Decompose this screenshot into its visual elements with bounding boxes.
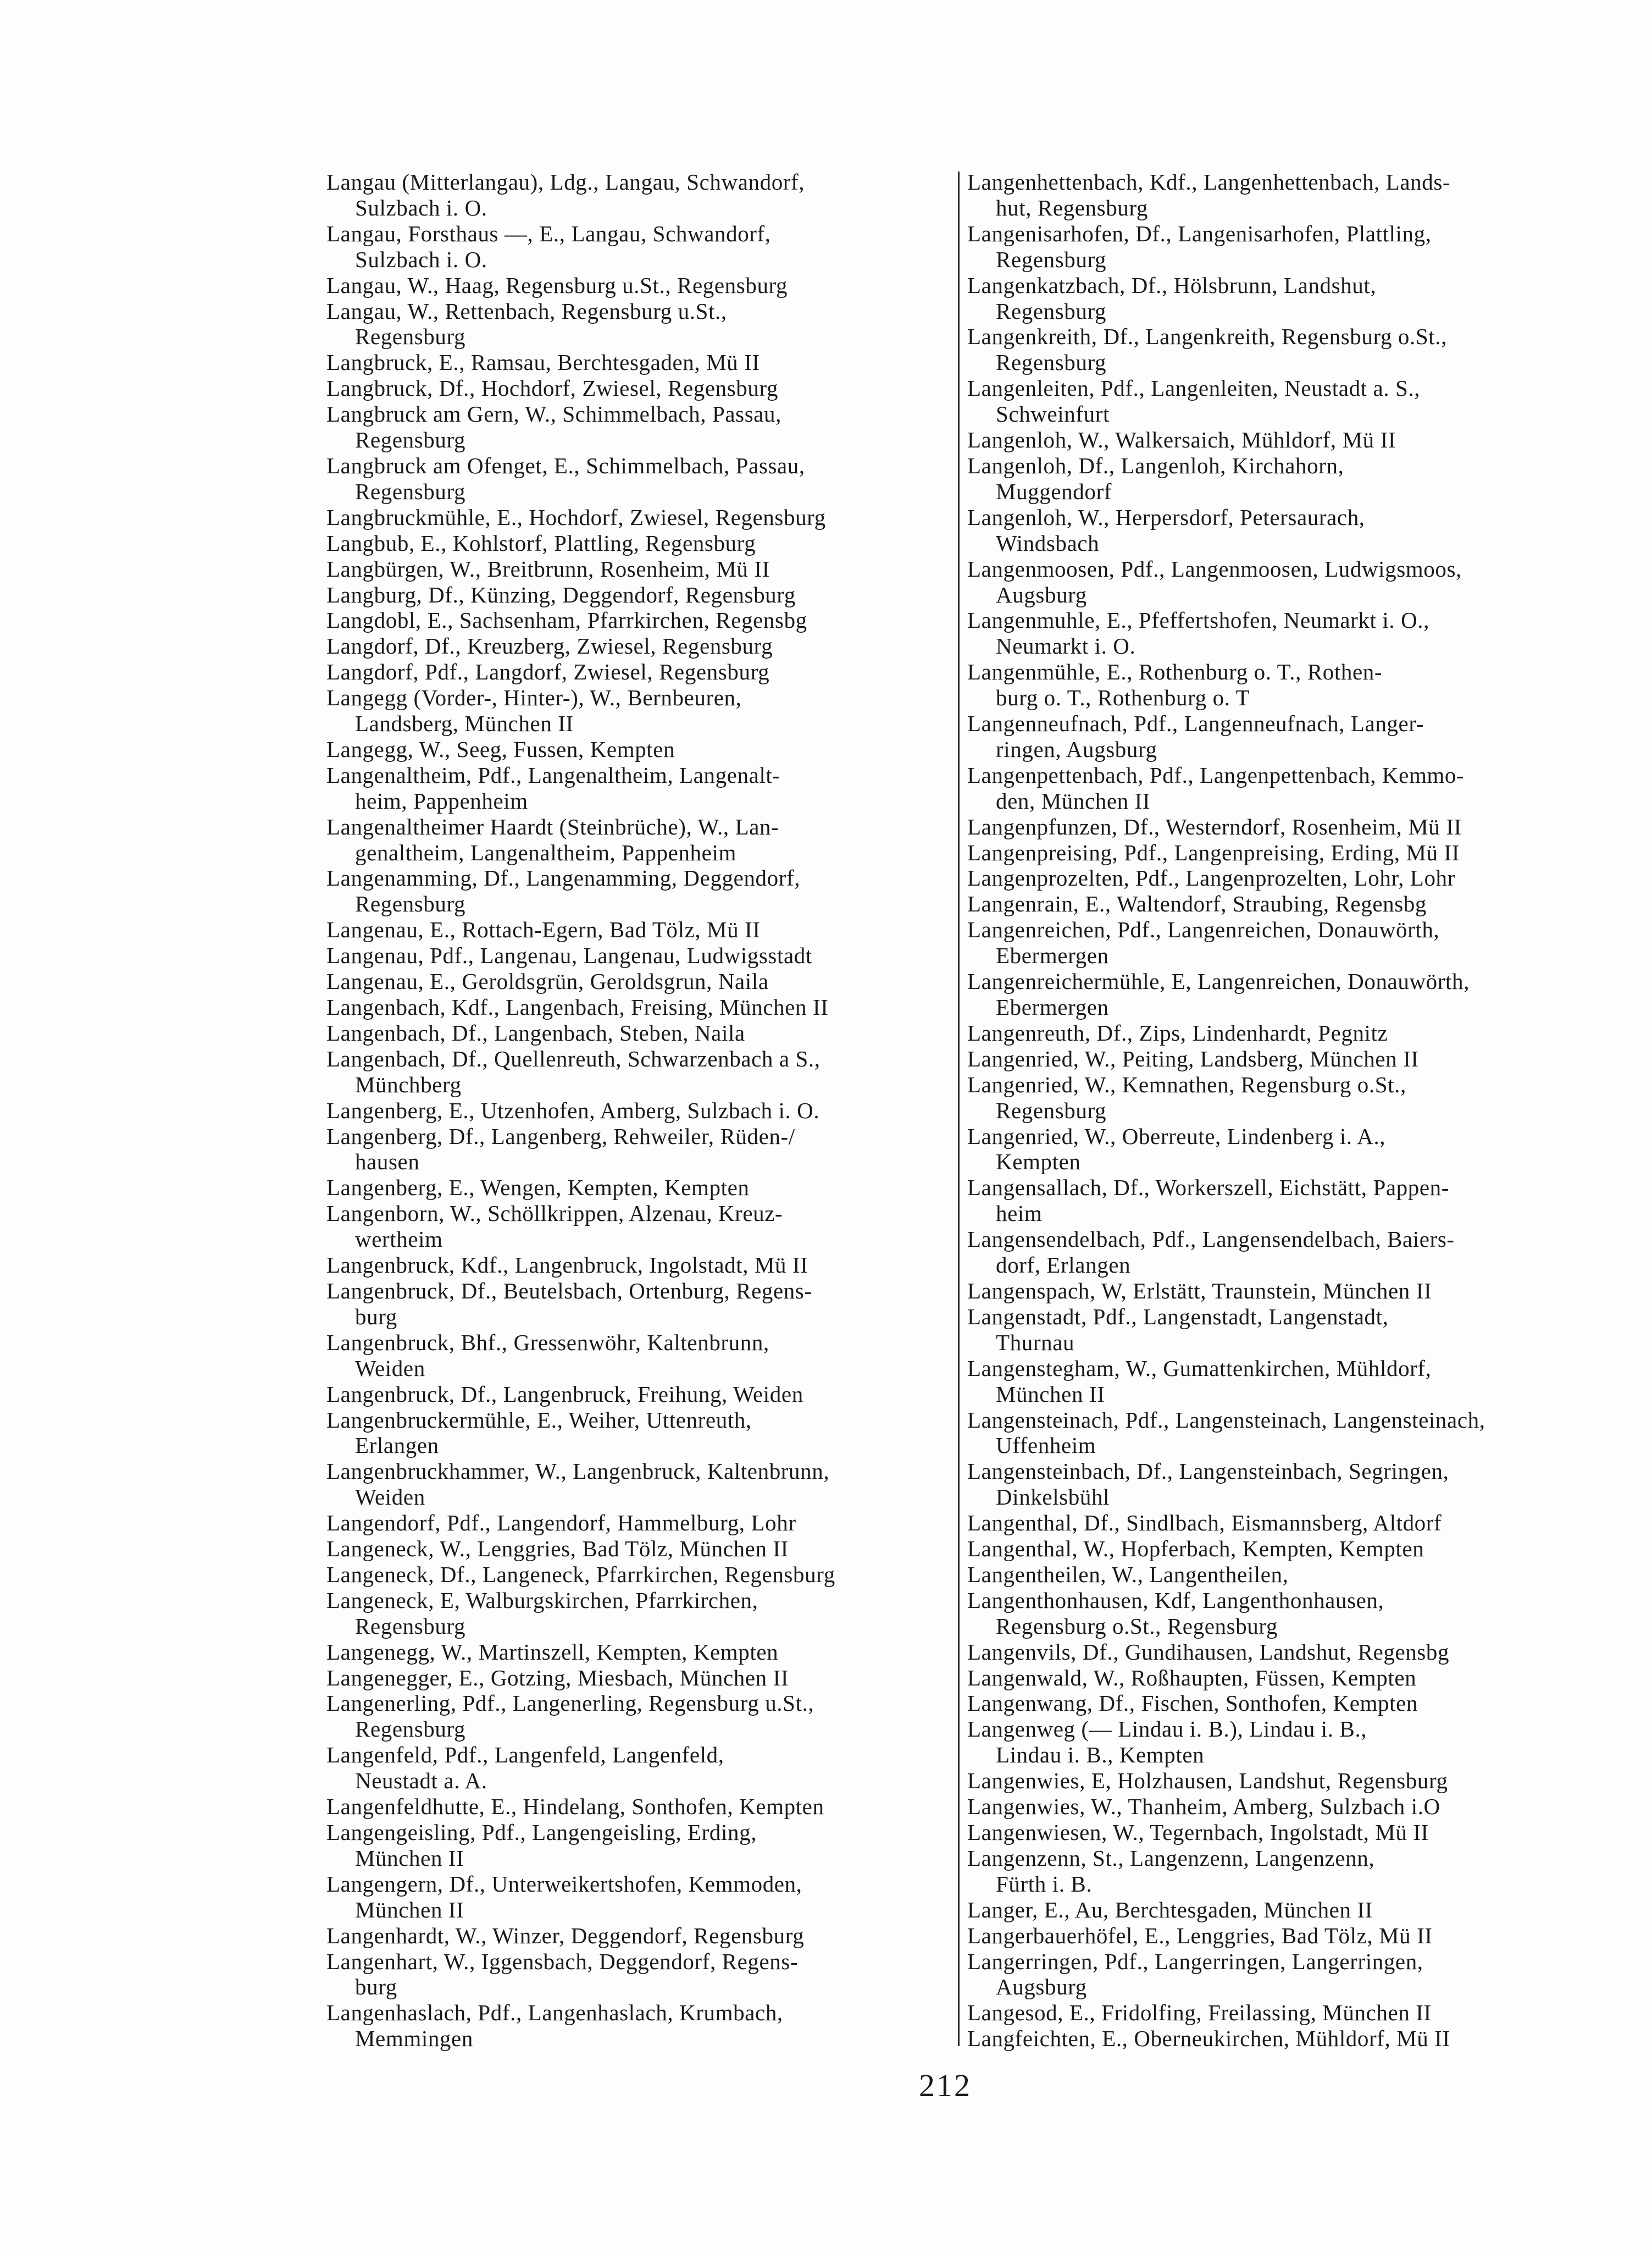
entry-line: Langenloh, W., Herpersdorf, Petersaurach, [967, 504, 1365, 530]
gazetteer-entry [326, 1871, 956, 1923]
gazetteer-entry [967, 711, 1596, 762]
entry-line: Langenbruck, Df., Beutelsbach, Ortenburg, Regens- [326, 1278, 812, 1303]
entry-line: Langeneck, Df., Langeneck, Pfarrkirchen, Regensburg [326, 1561, 835, 1587]
entry-line: Langenreuth, Df., Zips, Lindenhardt, Pegnitz [967, 1020, 1388, 1046]
entry-line: Langenhettenbach, Kdf., Langenhettenbach, Lands- [967, 169, 1451, 195]
gazetteer-entry [326, 1510, 956, 1536]
gazetteer-entry [326, 633, 956, 659]
gazetteer-entry [326, 1588, 956, 1639]
gazetteer-entry [326, 1665, 956, 1691]
entry-line: Langensteinach, Pdf., Langensteinach, Langensteinach, [967, 1407, 1485, 1433]
entry-line: Langdobl, E., Sachsenham, Pfarrkirchen, Regensbg [326, 607, 807, 633]
entry-line: Langengeisling, Pdf., Langengeisling, Erding, [326, 1820, 757, 1845]
gazetteer-entry [326, 1278, 956, 1330]
entry-line: Langau, W., Haag, Regensburg u.St., Regensburg [326, 272, 788, 298]
gazetteer-entry [326, 1562, 956, 1588]
entry-line: Langenbruck, Kdf., Langenbruck, Ingolstadt, Mü II [326, 1252, 808, 1278]
gazetteer-entry [326, 221, 956, 273]
entry-line: Langesod, E., Fridolfing, Freilassing, München II [967, 2000, 1432, 2026]
page-number: 212 [919, 2068, 972, 2103]
entry-continuation-line: Sulzbach i. O. [355, 246, 487, 272]
entry-line: Langenegg, W., Martinszell, Kempten, Kempten [326, 1639, 779, 1665]
gazetteer-entry [326, 1949, 956, 2000]
entry-line: Langenberg, E., Utzenhofen, Amberg, Sulzbach i. O. [326, 1097, 820, 1123]
gazetteer-entry [326, 505, 956, 530]
gazetteer-entry [326, 1458, 956, 1510]
entry-continuation-line: Regensburg [355, 427, 466, 453]
entry-line: Langenweg (— Lindau i. B.), Lindau i. B., [967, 1716, 1367, 1742]
gazetteer-entry [967, 1923, 1596, 1949]
entry-line: Langensteinbach, Df., Langensteinbach, Segringen, [967, 1458, 1449, 1484]
gazetteer-entry [967, 607, 1596, 659]
left-column [326, 169, 956, 2052]
entry-line: Langenfeldhutte, E., Hindelang, Sonthofen, Kempten [326, 1794, 824, 1820]
gazetteer-entry [967, 762, 1596, 814]
entry-line: Langbürgen, W., Breitbrunn, Rosenheim, Mü II [326, 556, 770, 582]
gazetteer-entry [967, 1510, 1596, 1536]
entry-line: Langdorf, Pdf., Langdorf, Zwiesel, Regensburg [326, 659, 770, 685]
entry-line: Langenvils, Df., Gundihausen, Landshut, Regensbg [967, 1639, 1450, 1665]
entry-line: Langbruck, E., Ramsau, Berchtesgaden, Mü II [326, 350, 760, 375]
entry-line: Langengern, Df., Unterweikertshofen, Kemmoden, [326, 1871, 802, 1897]
right-column [967, 169, 1596, 2052]
entry-continuation-line: Regensburg [996, 350, 1107, 375]
entry-line: Langenegger, E., Gotzing, Miesbach, München II [326, 1665, 789, 1690]
gazetteer-entry [967, 840, 1596, 866]
gazetteer-entry [967, 556, 1596, 608]
entry-continuation-line: burg [355, 1974, 397, 2000]
gazetteer-entry [967, 505, 1596, 556]
gazetteer-entry [326, 685, 956, 737]
entry-continuation-line: burg [355, 1303, 397, 1329]
gazetteer-entry [967, 969, 1596, 1020]
gazetteer-entry [967, 1665, 1596, 1691]
gazetteer-entry [967, 2000, 1596, 2026]
entry-continuation-line: ringen, Augsburg [996, 736, 1157, 762]
entry-continuation-line: hausen [355, 1149, 420, 1175]
entry-continuation-line: Neumarkt i. O. [996, 633, 1136, 659]
entry-line: Langenspach, W, Erlstätt, Traunstein, München II [967, 1278, 1432, 1303]
gazetteer-entry [967, 1046, 1596, 1072]
entry-continuation-line: Schweinfurt [996, 401, 1110, 427]
entry-line: Langenbruckermühle, E., Weiher, Uttenreuth, [326, 1407, 752, 1433]
gazetteer-entry [326, 917, 956, 943]
gazetteer-entry [967, 1794, 1596, 1820]
entry-line: Langenamming, Df., Langenamming, Deggendorf, [326, 865, 801, 891]
entry-line: Langenhart, W., Iggensbach, Deggendorf, Regens- [326, 1948, 799, 1974]
entry-line: Langbruck am Gern, W., Schimmelbach, Passau, [326, 401, 782, 427]
gazetteer-entry [326, 814, 956, 866]
entry-line: Langenprozelten, Pdf., Langenprozelten, Lohr, Lohr [967, 865, 1455, 891]
entry-line: Langenwang, Df., Fischen, Sonthofen, Kempten [967, 1690, 1418, 1716]
gazetteer-entry [326, 169, 956, 221]
entry-continuation-line: Münchberg [355, 1071, 462, 1097]
gazetteer-entry [967, 1407, 1596, 1459]
entry-continuation-line: Landsberg, München II [355, 711, 574, 737]
gazetteer-entry [967, 814, 1596, 840]
entry-continuation-line: München II [996, 1381, 1105, 1407]
gazetteer-entry [967, 273, 1596, 324]
gazetteer-entry [967, 1072, 1596, 1124]
gazetteer-entry [326, 556, 956, 582]
entry-continuation-line: Memmingen [355, 2026, 473, 2052]
entry-line: Langenberg, Df., Langenberg, Rehweiler, Rüden-/ [326, 1123, 795, 1149]
gazetteer-entry [967, 1562, 1596, 1588]
gazetteer-entry [967, 1716, 1596, 1768]
entry-continuation-line: Regensburg [355, 1716, 466, 1742]
entry-line: Langenmuhle, E., Pfeffertshofen, Neumarkt i. O., [967, 607, 1429, 633]
gazetteer-entry [967, 1949, 1596, 2000]
entry-line: Langeneck, W., Lenggries, Bad Tölz, München II [326, 1536, 789, 1562]
entry-line: Langegg (Vorder-, Hinter-), W., Bernbeuren, [326, 685, 742, 711]
gazetteer-entry [967, 1588, 1596, 1639]
column-divider [958, 172, 960, 2046]
entry-continuation-line: München II [355, 1845, 464, 1871]
entry-line: Langenmoosen, Pdf., Langenmoosen, Ludwigsmoos, [967, 556, 1462, 582]
gazetteer-entry [326, 350, 956, 375]
gazetteer-entry [326, 401, 956, 453]
entry-line: Langenstegham, W., Gumattenkirchen, Mühldorf, [967, 1355, 1432, 1381]
entry-line: Langbruck, Df., Hochdorf, Zwiesel, Regensburg [326, 375, 779, 401]
gazetteer-entry [326, 1201, 956, 1252]
entry-line: Langenreichermühle, E, Langenreichen, Donauwörth, [967, 969, 1470, 994]
entry-line: Langenloh, W., Walkersaich, Mühldorf, Mü II [967, 427, 1396, 453]
entry-continuation-line: Thurnau [996, 1329, 1075, 1355]
entry-line: Langenthonhausen, Kdf, Langenthonhausen, [967, 1587, 1384, 1613]
gazetteer-entry [967, 1278, 1596, 1304]
entry-line: Langenried, W., Peiting, Landsberg, München II [967, 1046, 1419, 1071]
gazetteer-entry [326, 607, 956, 633]
gazetteer-entry [326, 530, 956, 556]
entry-line: Langenbruckhammer, W., Langenbruck, Kaltenbrunn, [326, 1458, 830, 1484]
entry-line: Langerbauerhöfel, E., Lenggries, Bad Tölz, Mü II [967, 1922, 1433, 1948]
entry-line: Langenbach, Kdf., Langenbach, Freising, München II [326, 994, 829, 1020]
gazetteer-entry [326, 299, 956, 350]
entry-continuation-line: Windsbach [996, 530, 1100, 556]
entry-line: Langenloh, Df., Langenloh, Kirchahorn, [967, 452, 1344, 478]
entry-line: Langenwald, W., Roßhaupten, Füssen, Kempten [967, 1665, 1417, 1690]
entry-line: Langenreichen, Pdf., Langenreichen, Donauwörth, [967, 917, 1440, 943]
gazetteer-entry [326, 453, 956, 505]
gazetteer-entry [326, 1046, 956, 1098]
gazetteer-entry [967, 1845, 1596, 1897]
gazetteer-entry [326, 1536, 956, 1562]
entry-line: Langenborn, W., Schöllkrippen, Alzenau, Kreuz- [326, 1201, 783, 1226]
gazetteer-entry [326, 762, 956, 814]
entry-continuation-line: hut, Regensburg [996, 195, 1149, 220]
gazetteer-entry [967, 427, 1596, 453]
entry-continuation-line: dorf, Erlangen [996, 1252, 1131, 1278]
entry-line: Langensendelbach, Pdf., Langensendelbach, Baiers- [967, 1226, 1455, 1252]
entry-line: Langerringen, Pdf., Langerringen, Langerringen, [967, 1948, 1423, 1974]
entry-line: Langegg, W., Seeg, Fussen, Kempten [326, 736, 675, 762]
entry-line: Langau, Forsthaus —, E., Langau, Schwandorf, [326, 220, 771, 246]
gazetteer-entry [967, 1690, 1596, 1716]
entry-continuation-line: München II [355, 1897, 464, 1922]
entry-line: Langenaltheimer Haardt (Steinbrüche), W., Lan- [326, 814, 779, 839]
entry-continuation-line: Regensburg [996, 246, 1107, 272]
entry-line: Langenpfunzen, Df., Westerndorf, Rosenheim, Mü II [967, 814, 1462, 839]
entry-continuation-line: Kempten [996, 1149, 1081, 1175]
gazetteer-entry [326, 969, 956, 994]
entry-continuation-line: genaltheim, Langenaltheim, Pappenheim [355, 839, 736, 865]
entry-line: Langenried, W., Kemnathen, Regensburg o.St., [967, 1071, 1406, 1097]
gazetteer-entry [326, 1020, 956, 1046]
entry-line: Langenwies, E, Holzhausen, Landshut, Regensburg [967, 1768, 1448, 1794]
entry-line: Langenbruck, Df., Langenbruck, Freihung, Weiden [326, 1381, 803, 1407]
gazetteer-entry [967, 1536, 1596, 1562]
entry-continuation-line: Lindau i. B., Kempten [996, 1742, 1205, 1768]
gazetteer-entry [326, 1690, 956, 1742]
entry-continuation-line: Regensburg [355, 324, 466, 350]
gazetteer-entry [967, 324, 1596, 375]
gazetteer-entry [326, 375, 956, 401]
entry-line: Langenleiten, Pdf., Langenleiten, Neustadt a. S., [967, 375, 1421, 401]
entry-line: Langenbach, Df., Langenbach, Steben, Naila [326, 1020, 745, 1046]
gazetteer-entry [967, 1639, 1596, 1665]
gazetteer-entry [326, 1175, 956, 1201]
entry-line: Langenbach, Df., Quellenreuth, Schwarzenbach a S., [326, 1046, 821, 1071]
gazetteer-entry [967, 865, 1596, 891]
entry-line: Langenzenn, St., Langenzenn, Langenzenn, [967, 1845, 1375, 1871]
gazetteer-entry [326, 1820, 956, 1871]
gazetteer-entry [967, 1820, 1596, 1845]
gazetteer-entry [326, 2000, 956, 2052]
entry-line: Langenmühle, E., Rothenburg o. T., Rothen- [967, 659, 1383, 685]
gazetteer-entry [967, 375, 1596, 427]
entry-line: Langenaltheim, Pdf., Langenaltheim, Langenalt- [326, 762, 780, 788]
entry-line: Langenthal, Df., Sindlbach, Eismannsberg, Altdorf [967, 1510, 1442, 1536]
gazetteer-entry [326, 1098, 956, 1124]
gazetteer-entry [967, 221, 1596, 273]
gazetteer-entry [967, 659, 1596, 711]
gazetteer-entry [967, 1124, 1596, 1175]
entry-continuation-line: Sulzbach i. O. [355, 195, 487, 220]
entry-line: Langbub, E., Kohlstorf, Plattling, Regensburg [326, 530, 756, 556]
entry-line: Langer, E., Au, Berchtesgaden, München II [967, 1897, 1373, 1922]
entry-continuation-line: Fürth i. B. [996, 1871, 1093, 1897]
entry-continuation-line: Ebermergen [996, 994, 1109, 1020]
gazetteer-entry [967, 1458, 1596, 1510]
entry-line: Langensallach, Df., Workerszell, Eichstätt, Pappen- [967, 1175, 1450, 1201]
entry-line: Langenpettenbach, Pdf., Langenpettenbach, Kemmo- [967, 762, 1465, 788]
entry-line: Langenhaslach, Pdf., Langenhaslach, Krumbach, [326, 2000, 783, 2026]
entry-line: Langenpreising, Pdf., Langenpreising, Erding, Mü II [967, 839, 1460, 865]
entry-line: Langau, W., Rettenbach, Regensburg u.St., [326, 298, 727, 324]
entry-line: Langdorf, Df., Kreuzberg, Zwiesel, Regensburg [326, 633, 773, 659]
entry-continuation-line: heim, Pappenheim [355, 788, 528, 814]
gazetteer-entry [967, 1020, 1596, 1046]
entry-line: Langenbruck, Bhf., Gressenwöhr, Kaltenbrunn, [326, 1329, 769, 1355]
entry-line: Langau (Mitterlangau), Ldg., Langau, Schwandorf, [326, 169, 805, 195]
gazetteer-entry [967, 1768, 1596, 1794]
entry-continuation-line: Augsburg [996, 582, 1087, 607]
entry-line: Langburg, Df., Künzing, Deggendorf, Regensburg [326, 582, 796, 607]
entry-continuation-line: Regensburg o.St., Regensburg [996, 1613, 1278, 1639]
gazetteer-entry [326, 1923, 956, 1949]
gazetteer-entry [967, 2026, 1596, 2052]
gazetteer-entry [326, 1794, 956, 1820]
entry-continuation-line: Regensburg [355, 478, 466, 504]
entry-continuation-line: wertheim [355, 1226, 443, 1252]
gazetteer-entry [326, 273, 956, 299]
gazetteer-entry [967, 169, 1596, 221]
gazetteer-entry [326, 1252, 956, 1278]
entry-line: Langbruck am Ofenget, E., Schimmelbach, Passau, [326, 452, 805, 478]
entry-continuation-line: Augsburg [996, 1974, 1087, 2000]
entry-continuation-line: Uffenheim [996, 1433, 1096, 1458]
gazetteer-entry [967, 453, 1596, 505]
gazetteer-entry [967, 1175, 1596, 1226]
gazetteer-entry [967, 891, 1596, 917]
entry-line: Langenkatzbach, Df., Hölsbrunn, Landshut, [967, 272, 1377, 298]
entry-continuation-line: Ebermergen [996, 943, 1109, 969]
entry-line: Langenthal, W., Hopferbach, Kempten, Kempten [967, 1536, 1424, 1562]
entry-continuation-line: Regensburg [355, 1613, 466, 1639]
gazetteer-entry [326, 943, 956, 969]
entry-line: Langbruckmühle, E., Hochdorf, Zwiesel, Regensburg [326, 504, 826, 530]
gazetteer-entry [967, 1226, 1596, 1278]
gazetteer-entry [326, 1639, 956, 1665]
entry-continuation-line: heim [996, 1201, 1043, 1226]
entry-continuation-line: Regensburg [355, 891, 466, 917]
entry-line: Langenwiesen, W., Tegernbach, Ingolstadt, Mü II [967, 1820, 1429, 1845]
gazetteer-entry [967, 917, 1596, 969]
entry-continuation-line: den, München II [996, 788, 1151, 814]
entry-line: Langenberg, E., Wengen, Kempten, Kempten [326, 1175, 750, 1201]
entry-continuation-line: Regensburg [996, 1097, 1107, 1123]
entry-line: Langenhardt, W., Winzer, Deggendorf, Regensburg [326, 1922, 805, 1948]
entry-line: Langentheilen, W., Langentheilen, [967, 1561, 1289, 1587]
entry-line: Langenkreith, Df., Langenkreith, Regensburg o.St., [967, 324, 1447, 350]
entry-continuation-line: Weiden [355, 1484, 425, 1510]
entry-line: Langenisarhofen, Df., Langenisarhofen, Plattling, [967, 220, 1432, 246]
entry-continuation-line: Dinkelsbühl [996, 1484, 1110, 1510]
gazetteer-entry [967, 1356, 1596, 1407]
gazetteer-entry [967, 1304, 1596, 1356]
entry-line: Langeneck, E, Walburgskirchen, Pfarrkirchen, [326, 1587, 758, 1613]
gazetteer-entry [326, 659, 956, 685]
entry-line: Langendorf, Pdf., Langendorf, Hammelburg, Lohr [326, 1510, 796, 1536]
entry-line: Langenneufnach, Pdf., Langenneufnach, Langer- [967, 711, 1424, 737]
entry-line: Langenfeld, Pdf., Langenfeld, Langenfeld, [326, 1742, 724, 1768]
gazetteer-entry [326, 1407, 956, 1459]
entry-continuation-line: Erlangen [355, 1433, 439, 1458]
gazetteer-entry [326, 1381, 956, 1407]
entry-continuation-line: burg o. T., Rothenburg o. T [996, 685, 1250, 711]
gazetteer-entry [326, 1124, 956, 1175]
gazetteer-entry [326, 1742, 956, 1794]
entry-continuation-line: Regensburg [996, 298, 1107, 324]
entry-line: Langenrain, E., Waltendorf, Straubing, Regensbg [967, 891, 1427, 917]
gazetteer-entry [967, 1897, 1596, 1923]
entry-continuation-line: Neustadt a. A. [355, 1768, 487, 1794]
gazetteer-entry [326, 737, 956, 762]
entry-continuation-line: Muggendorf [996, 478, 1112, 504]
gazetteer-entry [326, 865, 956, 917]
gazetteer-entry [326, 994, 956, 1020]
entry-line: Langenerling, Pdf., Langenerling, Regensburg u.St., [326, 1690, 814, 1716]
entry-line: Langfeichten, E., Oberneukirchen, Mühldorf, Mü II [967, 2026, 1450, 2052]
entry-line: Langenau, Pdf., Langenau, Langenau, Ludwigsstadt [326, 943, 812, 969]
entry-line: Langenstadt, Pdf., Langenstadt, Langenstadt, [967, 1303, 1389, 1329]
entry-line: Langenau, E., Geroldsgrün, Geroldsgrun, Naila [326, 969, 769, 994]
entry-line: Langenwies, W., Thanheim, Amberg, Sulzbach i.O [967, 1794, 1440, 1820]
gazetteer-entry [326, 582, 956, 608]
entry-line: Langenried, W., Oberreute, Lindenberg i. A., [967, 1123, 1386, 1149]
entry-continuation-line: Weiden [355, 1355, 425, 1381]
gazetteer-entry [326, 1330, 956, 1381]
entry-line: Langenau, E., Rottach-Egern, Bad Tölz, Mü II [326, 917, 761, 943]
